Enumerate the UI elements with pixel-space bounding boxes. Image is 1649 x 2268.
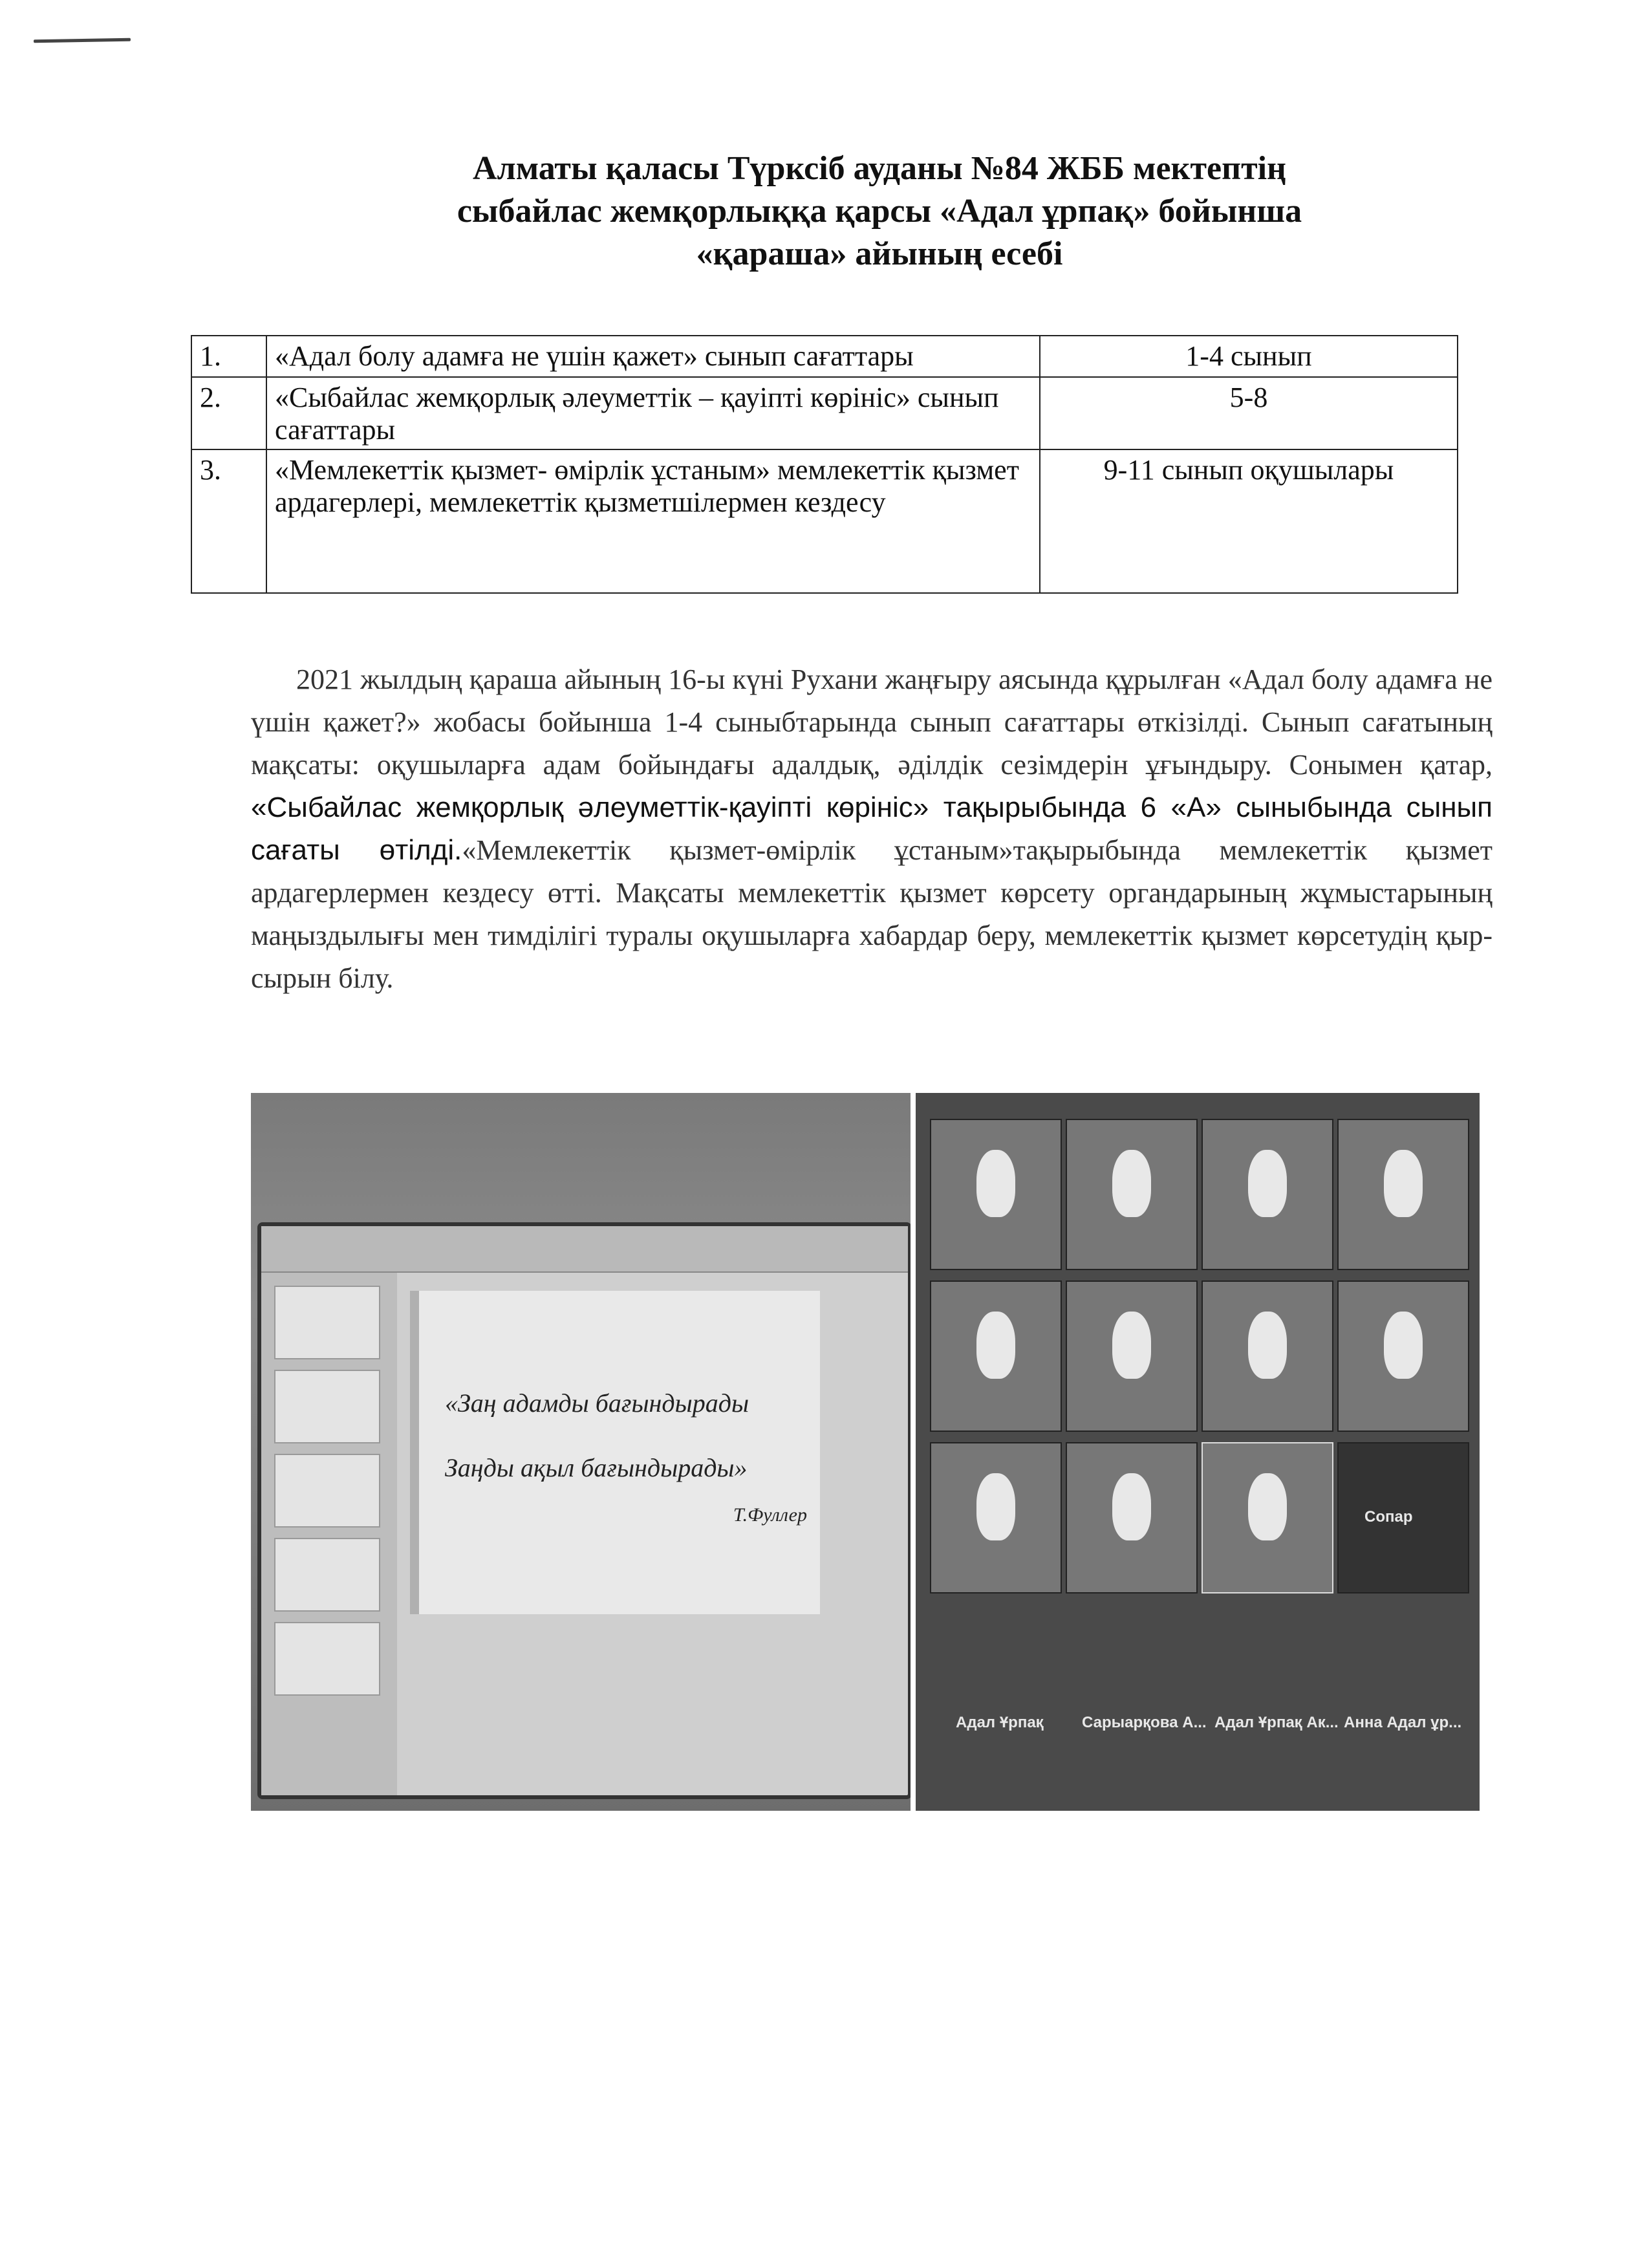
scan-mark <box>34 38 131 43</box>
report-text-part3: «Мемлекеттік қызмет-өмірлік ұстаным»тақырыбында мемлекеттік қызмет ардагерлермен кездесу өтті. Мақсаты мемлекеттік қызмет көрсету органдарының жұмыстарының маңыздылығы мен тимділігі туралы оқушыларға хабардар беру, мемлекеттік қызмет көрсетудің қыр-сырын білу. <box>251 834 1493 994</box>
participant-photo <box>1384 1150 1423 1217</box>
participant-photo <box>1112 1150 1151 1217</box>
participant-photo <box>976 1312 1015 1379</box>
presentation-screen <box>257 1222 911 1799</box>
row-number: 1. <box>191 336 266 377</box>
video-call-grid <box>930 1119 1467 1791</box>
participant-photo <box>1248 1473 1287 1540</box>
participant-photo <box>1248 1312 1287 1379</box>
participant-tile <box>1202 1119 1333 1270</box>
participant-name: Анна Адал ұр... <box>1344 1714 1462 1731</box>
presentation-ribbon <box>261 1226 908 1273</box>
title-line-3: «қараша» айының есебі <box>696 235 1063 272</box>
participant-tile <box>930 1442 1062 1593</box>
participant-photo <box>1248 1150 1287 1217</box>
participant-tile <box>1066 1119 1198 1270</box>
participant-name: Сарыарқова А... <box>1082 1714 1207 1731</box>
slide-thumbnail <box>274 1286 380 1359</box>
title-line-2: сыбайлас жемқорлыққа қарсы «Адал ұрпақ» бойынша <box>457 193 1302 230</box>
table-row <box>191 449 1458 593</box>
report-paragraph <box>251 658 1493 1000</box>
row-number: 2. <box>191 377 266 449</box>
slide-thumbnail <box>274 1370 380 1443</box>
slide-thumbnail <box>274 1538 380 1612</box>
slide-quote-line-2: Заңды ақыл бағындырады» <box>445 1453 748 1482</box>
slide-thumbnail <box>274 1622 380 1696</box>
photo-video-call <box>916 1093 1480 1811</box>
plan-table <box>191 335 1458 594</box>
participant-photo <box>976 1473 1015 1540</box>
report-title <box>0 147 1649 275</box>
participant-tile <box>1337 1280 1469 1432</box>
participant-tile <box>1202 1442 1333 1593</box>
row-topic: «Сыбайлас жемқорлық әлеуметтік – қауіпті көрініс» сынып сағаттары <box>266 377 1040 449</box>
slide-content <box>410 1291 820 1614</box>
row-participants: 5-8 <box>1040 377 1458 449</box>
participant-name: Адал Ұрпақ Ак... <box>1214 1714 1339 1731</box>
participant-tile <box>1066 1280 1198 1432</box>
slide-quote-line-1: «Заң адамды бағындырады <box>445 1388 749 1418</box>
slide-author: Т.Фуллер <box>733 1504 807 1526</box>
participant-tile <box>1337 1442 1469 1593</box>
participant-tile <box>1202 1280 1333 1432</box>
photo-presentation <box>251 1093 911 1811</box>
title-line-1: Алматы қаласы Түрксіб ауданы №84 ЖББ мектептің <box>472 150 1287 187</box>
participant-photo <box>976 1150 1015 1217</box>
participant-photo <box>1384 1312 1423 1379</box>
participant-tile <box>1337 1119 1469 1270</box>
report-text-part1: 2021 жылдың қараша айының 16-ы күні Рухани жаңғыру аясында құрылған «Адал болу адамға не үшін қажет?» жобасы бойынша 1-4 сыныбтарында сынып сағаттары өткізілді. Сынып сағатының мақсаты: оқушыларға адам бойындағы адалдық, әділдік сезімдерін ұғындыру. Сонымен қатар, <box>251 664 1493 781</box>
table-row <box>191 377 1458 449</box>
row-participants: 1-4 сынып <box>1040 336 1458 377</box>
row-topic: «Мемлекеттік қызмет- өмірлік ұстаным» мемлекеттік қызмет ардагерлері, мемлекеттік қызметшілермен кездесу <box>266 449 1040 593</box>
participant-name: Адал Ұрпақ <box>956 1714 1044 1731</box>
row-participants: 9-11 сынып оқушылары <box>1040 449 1458 593</box>
slide-thumbnail <box>274 1454 380 1528</box>
report-text-part2: «Сыбайлас жемқорлық әлеуметтік-қауіпті көрініс» тақырыбында 6 «А» сыныбында сынып сағаты өтілді. <box>251 792 1493 866</box>
participant-photo <box>1112 1312 1151 1379</box>
participant-name: Сопар <box>1364 1508 1413 1526</box>
row-number: 3. <box>191 449 266 593</box>
participant-photo <box>1112 1473 1151 1540</box>
participant-tile <box>930 1280 1062 1432</box>
participant-tile <box>1066 1442 1198 1593</box>
table-row <box>191 336 1458 377</box>
participant-tile <box>930 1119 1062 1270</box>
row-topic: «Адал болу адамға не үшін қажет» сынып сағаттары <box>266 336 1040 377</box>
slide-thumbnails <box>261 1273 397 1795</box>
report-text <box>251 658 1493 1000</box>
